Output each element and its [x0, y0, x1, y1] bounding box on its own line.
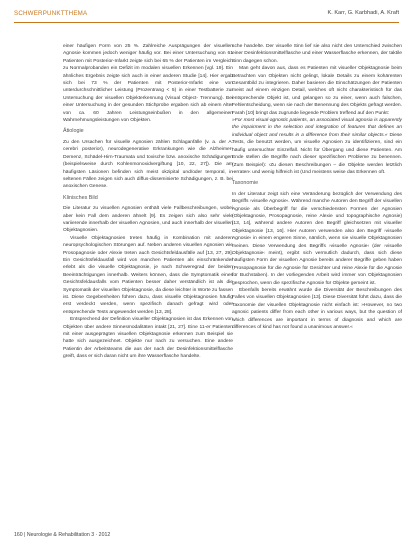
- page-footer: 160 | Neurologie & Rehabilitation 3 · 2012: [14, 532, 111, 538]
- body-paragraph: Entsprechend der Definition visueller Objektagnosien ist das Erkennen von Objekten über andere Sinnesmodalitäten intakt [21, 27]. Eine 11-er Patienten mit einer ausgeprägten visuellen Objektagnosie erkennen zum Beispiel sie hatte sich ausgezeichnet. Objekte nur nach zu versuchen. Eine andere Patientin der Arbeitsteams die aus der nach der Desinfektionsmittelflasche greift, dass er sich daran nicht um ihre Wasserflasche handelte.: [63, 317, 233, 360]
- page-header: [14, 10, 399, 22]
- quote-paragraph: [232, 117, 402, 176]
- section-heading-aetiology: Ätiologie: [63, 128, 84, 135]
- body-paragraph: Zu den Ursachen für visuelle Agnosien zählen Schlaganfälle (v. a. der A. cerebri posterior), neurodegenerative Erkrankungen wie die Alzheimer-Demenz, Schädel-Hirn-Traumata und toxische bzw. anoxische Schädigungen (beispielsweise durch Kohlenmonoxidvergiftung [10, 22, 27]). Die am häufigsten Läsionen befinden sich meist okzipital und/oder temporal, in seltenen Fällen zeigen sich auch diffus-disseminierte Schädigungen, z. B. bei anoxischen Genese.: [63, 139, 233, 190]
- section-heading-clinical: Klinisches Bild: [63, 194, 98, 201]
- section-title: SCHWERPUNKTTHEMA: [14, 10, 88, 17]
- quote-continuation: Diese Tests, die benutzt werden, um visuelle Agnosien zu identifizieren, sind ein häufig untersuchter Einzelfall. Nicht für Übergang und diese Patienten. Am Ende stellen die Begriffe nach dieser spezifischen Probleme zu benennen. (Zum Beispiel): ›Zu diesen Beschreibungen – die Objekte werden letztlich ›erraten‹ und wenig hilfreich ist (Und meistens weise das Erkennen oft.: [232, 132, 402, 175]
- body-paragraph: Visuelle Objektagnosien treten häufig in Kombination mit anderen neuropsychologischen Störungen auf. Neben anderen visuellen Agnosien wie Prosopagnosie oder Alexie treten auch Gesichtsfeldausfälle auf [13, 27, 29]. Ein Gesichtsfeldausfall wird von manchen Patienten als einschränkender erlebt als die visuelle Objektagnosie, je nach Schweregrad der beiden Beeinträchtigungen innerhalb. Weiters können, dass die Symptomatik eines Gesichtsfeldausfalls vom Patienten besser daher verständlich ist als die Symptomatik der visuellen Objektagnosie, da diese leichter in Worte zu fassen ist. Diese Gegebenheiten führen dazu, dass visuelle Objektagnosien häufig erst verdeckt werden, wenn spezifisch danach gefragt wird oder entsprechende Tests angewendet werden [13, 28].: [63, 235, 233, 315]
- right-column: [232, 43, 402, 331]
- body-paragraph: In der Literatur zeigt sich eine Veränderung bezüglich der Verwendung des Begriffs ›visuelle Agnosie‹. Während manche Autoren den Begriff der visuellen Agnosie als Überbegriff für die verschiedensten Formen der Agnosien (Objektagnosie, Prosopagnosie, reine Alexie und topographische Agnosie) [13, 14], während andere Autoren den Begriff gleichsetzen mit visueller Objektagnosie [13, 16]. Hier Autoren verwenden also den Begriff ›visuelle Agnosie‹ in einem engeren Sinne, nämlich, wenn sie visuelle Objektagnosien meinen. Diese Verwendung des Begriffs ›visuelle Agnosie‹ (der ›visuelle Objektagnosie‹ meint), ergibt sich vermutlich dadurch, dass sich diese häufigsten Form der visuellen Agnosie bereits anderer Begriffe geben haben (Prosopagnosie für die Agnosie für Gesichter und reine Alexie für die Agnosie für Buchstaben). In der vorliegenden Arbeit wird immer von Objektagnosien gesprochen, wenn die spezifische Agnosie für Objekte gemeint ist.: [232, 191, 402, 286]
- section-heading-taxonomy: Taxonomie: [232, 180, 259, 187]
- left-column: [63, 43, 233, 361]
- body-paragraph: sche handelte. Der visuelle Sinn lief sie also nicht den Unterschied zwischen einer Desinfektionsmittelflasche und einer Wasserflasche erkennen, der taktile Sinn dagegen schon.: [232, 44, 402, 64]
- body-paragraph: einer häufigen Form von 25 %. Zahlreiche Ausprägungen der visuellen Agnosie kommen jedoch weniger häufig vor. Bei einer Untersuchung von 61 Patienten mit Posterior-Infarkt zeigte sich bei 65 % der Patienten im Vergleich zu Normalprobanden ein Defizit im modalen visuellen Erkennen [vgl. 19]. Ein ähnliches Ergebnis zeigte sich auch in einer anderen Studie [14]. Hier ergab sich bei 73 % der Patienten mit Posterior-Infarkt eine von unterdurchschnittlicher Leistung (Prozentrang < 5) in einer Testbatterie zur Untersuchung der visuellen Objekterkennung (Visual Object- Trennung). Bei einer Untersuchung in der gesunden Stichprobe ergaben sich ab einem Alter von ca. 60 Jahren Leistungseinbußen in den allgemeinen Wahrnehmungsleistungen von Objekten.: [63, 44, 233, 124]
- body-paragraph: Ebenfalls bereits erwähnt wurde die Diversität der Beschreibungen des Falles von visuellen Objektagnosien [13]. Diese Diversität führt dazu, dass die Taxonomie der visuellen Objektagnosie nicht einfach ist: »However, no two agnosic patients differ from each other in various ways, but the question of which differences are important in terms of diagnosis and which are differences of kind has not found a unanimous answer.«: [232, 288, 402, 331]
- header-rule: [14, 22, 399, 23]
- body-paragraph: Man geht davon aus, dass es Patienten mit visueller Objektagnosie beim Betrachten von Objekten nicht gelingt, lokale Details zu einem kohärenten Gesamtbild zu integrieren. Daher basieren die Einschätzungen der Patienten meist auf einem einzigen Detail, welches oft nicht charakteristisch für das entsprechende Objekt ist, und gelangen so zu einer, wenn auch falschen, Fehlentscheidung, wenn sie nach der Benennung des Objekts gefragt werden. Farah [10] bringt das zugrunde liegende Problem treffend auf den Punkt:: [232, 66, 402, 116]
- author-line: K. Karr, G. Karbhadi, A. Kraft: [327, 10, 399, 16]
- body-paragraph: Die Literatur zu visuellen Agnosien enthält viele Fallbeschreibungen, wobei aber kein Fall dem anderen ähnelt [9]. Es zeigen sich also sehr viele variierende innerhalb der visuellen Agnosien, und auch innerhalb der visuellen Objektagnosien.: [63, 206, 233, 234]
- block-quote: »For most visual-agnostic patients, an associated visual agnosia is apparently the impairment in the selection and integration of features that defines an individual object and results in a difference from their similar objects.«: [232, 118, 402, 138]
